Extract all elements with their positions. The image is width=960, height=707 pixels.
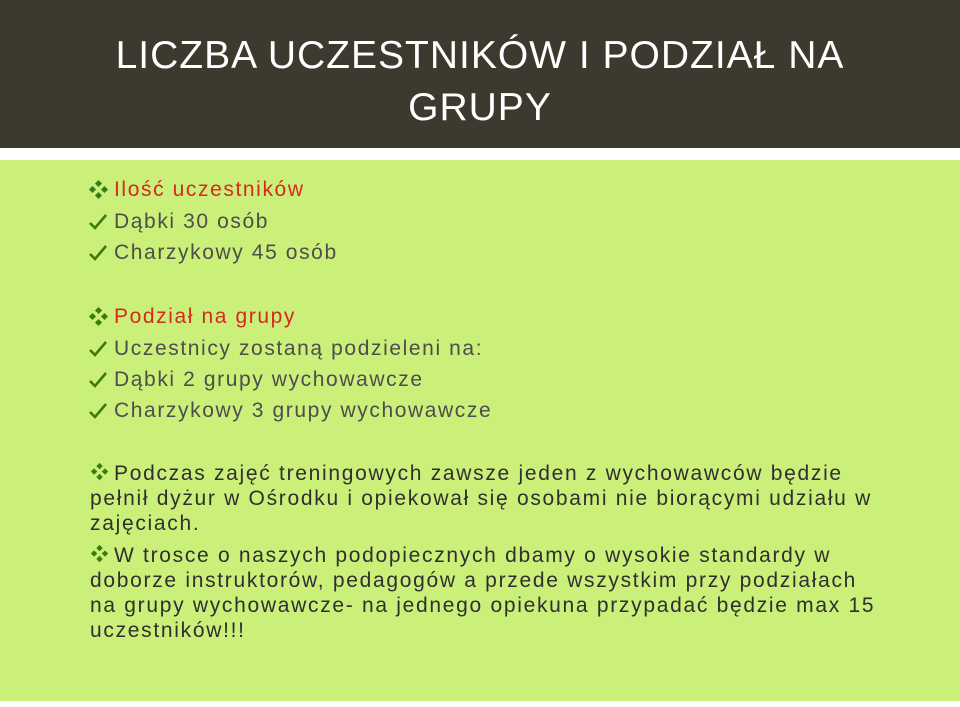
checkmark-icon — [88, 243, 114, 263]
list-item — [88, 399, 492, 423]
section2-heading-row — [88, 305, 296, 329]
paragraph-text: W trosce o naszych podopiecznych dbamy o wysokie standardy w doborze instruktorów, pedagogów a przede wszystkim przy podziałach na grupy wychowawcze- na jednego opiekuna przypadać będzie max 15 uczestników!!! — [90, 544, 876, 642]
paragraph-text: Podczas zajęć treningowych zawsze jeden z wychowawców będzie pełnił dyżur w Ośrodku i opiekował się osobami nie biorącymi udziału w zajęciach. — [90, 462, 872, 535]
checkmark-icon — [88, 339, 114, 359]
list-item-text: Charzykowy 3 grupy wychowawcze — [114, 399, 493, 422]
paragraph — [90, 461, 880, 536]
section1-heading-row — [88, 178, 305, 202]
page-title: LICZBA UCZESTNIKÓW I PODZIAŁ NA GRUPY — [115, 34, 845, 129]
list-item-text: Uczestnicy zostaną podzieleni na: — [114, 337, 484, 360]
list-item-text: Dąbki 2 grupy wychowawcze — [114, 368, 424, 391]
checkmark-icon — [88, 212, 114, 232]
checkmark-icon — [88, 370, 114, 390]
title-bar — [0, 0, 960, 148]
section2-heading: Podział na grupy — [114, 305, 297, 328]
list-item-text: Dąbki 30 osób — [114, 210, 270, 233]
diamond-bullet-icon — [88, 179, 114, 201]
diamond-bullet-icon — [90, 462, 114, 482]
list-item-text: Charzykowy 45 osób — [114, 241, 338, 264]
checkmark-icon — [88, 401, 114, 421]
list-item — [88, 241, 338, 265]
section1-heading: Ilość uczestników — [114, 178, 305, 201]
diamond-bullet-icon — [90, 544, 114, 564]
paragraph — [90, 543, 880, 643]
list-item — [88, 210, 269, 234]
list-item — [88, 337, 483, 361]
list-item — [88, 368, 424, 392]
diamond-bullet-icon — [88, 306, 114, 328]
